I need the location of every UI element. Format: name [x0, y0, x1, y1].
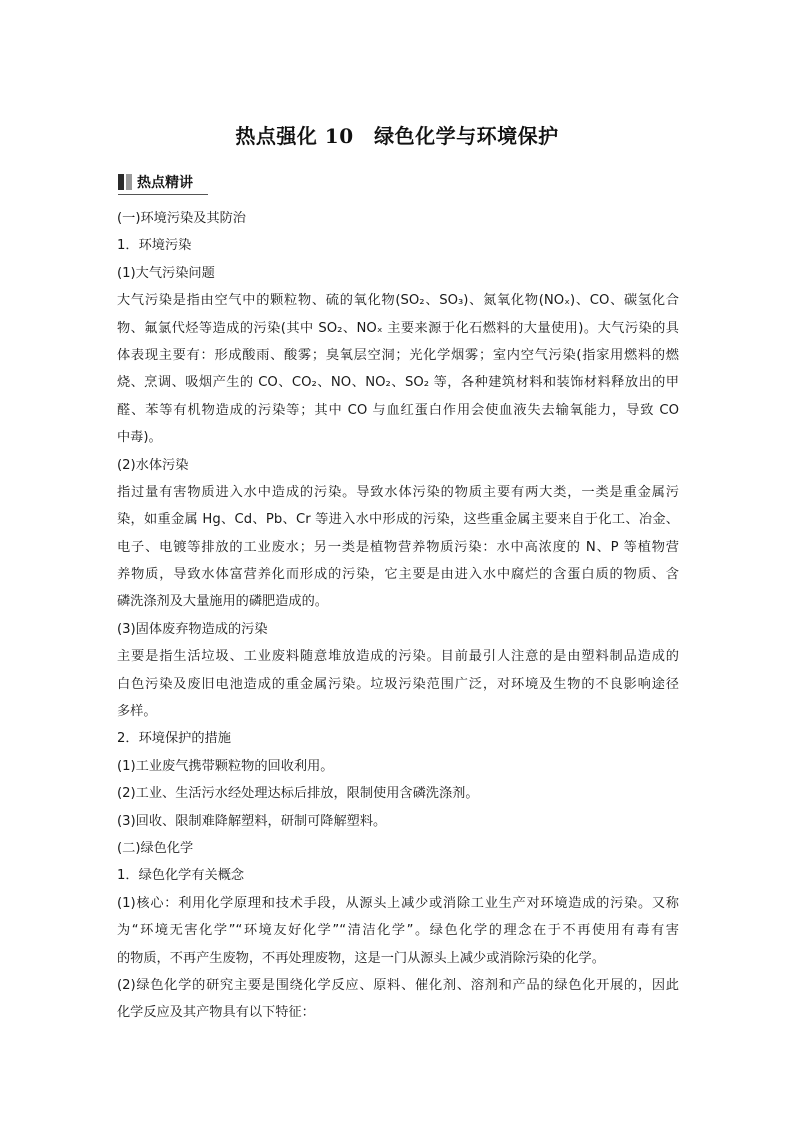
- text-line: (2)绿色化学的研究主要是围绕化学反应、原料、催化剂、溶剂和产品的绿色化开展的，因此: [117, 977, 679, 993]
- text-line: 染，如重金属 Hg、Cd、Pb、Cr 等进入水中形成的污染，这些重金属主要来自于化工、冶金、: [117, 512, 679, 528]
- text-line: 大气污染是指由空气中的颗粒物、硫的氧化物(SO₂、SO₃)、氮氧化物(NOₓ)、CO、碳氢化合: [117, 293, 679, 309]
- text-line: 1．绿色化学有关概念: [117, 868, 245, 884]
- text-line: (3)回收、限制难降解塑料，研制可降解塑料。: [117, 813, 387, 829]
- text-line: (2)水体污染: [117, 457, 189, 473]
- body-text: [117, 205, 679, 1027]
- text-line: 指过量有害物质进入水中造成的污染。导致水体污染的物质主要有两大类，一类是重金属污: [117, 484, 679, 500]
- section-heading: [118, 172, 193, 192]
- text-line: 烧、烹调、吸烟产生的 CO、CO₂、NO、NO₂、SO₂ 等，各种建筑材料和装饰材料释放出的甲: [117, 375, 679, 391]
- text-line: 电子、电镀等排放的工业废水；另一类是植物营养物质污染：水中高浓度的 N、P 等植物营: [117, 539, 679, 555]
- text-line: 2．环境保护的措施: [117, 731, 231, 747]
- text-line: 醛、苯等有机物造成的污染等；其中 CO 与血红蛋白作用会使血液失去输氧能力，导致 CO: [117, 402, 679, 418]
- section-underline: [118, 194, 208, 195]
- text-line: 的物质，不再产生废物，不再处理废物，这是一门从源头上减少或消除污染的化学。: [117, 950, 605, 966]
- text-line: 中毒)。: [117, 430, 162, 446]
- text-line: 白色污染及废旧电池造成的重金属污染。垃圾污染范围广泛，对环境及生物的不良影响途径: [117, 676, 679, 692]
- text-line: 化学反应及其产物具有以下特征：: [117, 1005, 315, 1021]
- text-line: (一)环境污染及其防治: [117, 211, 246, 226]
- text-line: 为“环境无害化学”“环境友好化学”“清洁化学”。绿色化学的理念在于不再使用有毒有害: [117, 923, 679, 939]
- text-line: 1．环境污染: [117, 238, 192, 254]
- page-title: 热点强化 10 绿色化学与环境保护: [235, 124, 559, 148]
- text-line: 物、氟氯代烃等造成的污染(其中 SO₂、NOₓ 主要来源于化石燃料的大量使用)。大气污染的具: [117, 320, 679, 336]
- section-bar-icon: [118, 174, 134, 190]
- text-line: (1)工业废气携带颗粒物的回收利用。: [117, 758, 334, 774]
- text-line: 磷洗涤剂及大量施用的磷肥造成的。: [117, 594, 328, 610]
- text-line: 养物质，导致水体富营养化而形成的污染，它主要是由进入水中腐烂的含蛋白质的物质、含: [117, 567, 679, 583]
- text-line: (二)绿色化学: [117, 840, 194, 856]
- text-line: (1)核心：利用化学原理和技术手段，从源头上减少或消除工业生产对环境造成的污染。又称: [117, 895, 679, 911]
- text-line: (1)大气污染问题: [117, 265, 215, 281]
- text-line: 多样。: [117, 704, 157, 720]
- section-heading-text: 热点精讲: [137, 175, 193, 191]
- text-line: 主要是指生活垃圾、工业废料随意堆放造成的污染。目前最引人注意的是由塑料制品造成的: [117, 649, 679, 665]
- text-line: (2)工业、生活污水经处理达标后排放，限制使用含磷洗涤剂。: [117, 786, 479, 802]
- text-line: (3)固体废弃物造成的污染: [117, 621, 268, 637]
- text-line: 体表现主要有：形成酸雨、酸雾；臭氧层空洞；光化学烟雾；室内空气污染(指家用燃料的燃: [117, 347, 679, 363]
